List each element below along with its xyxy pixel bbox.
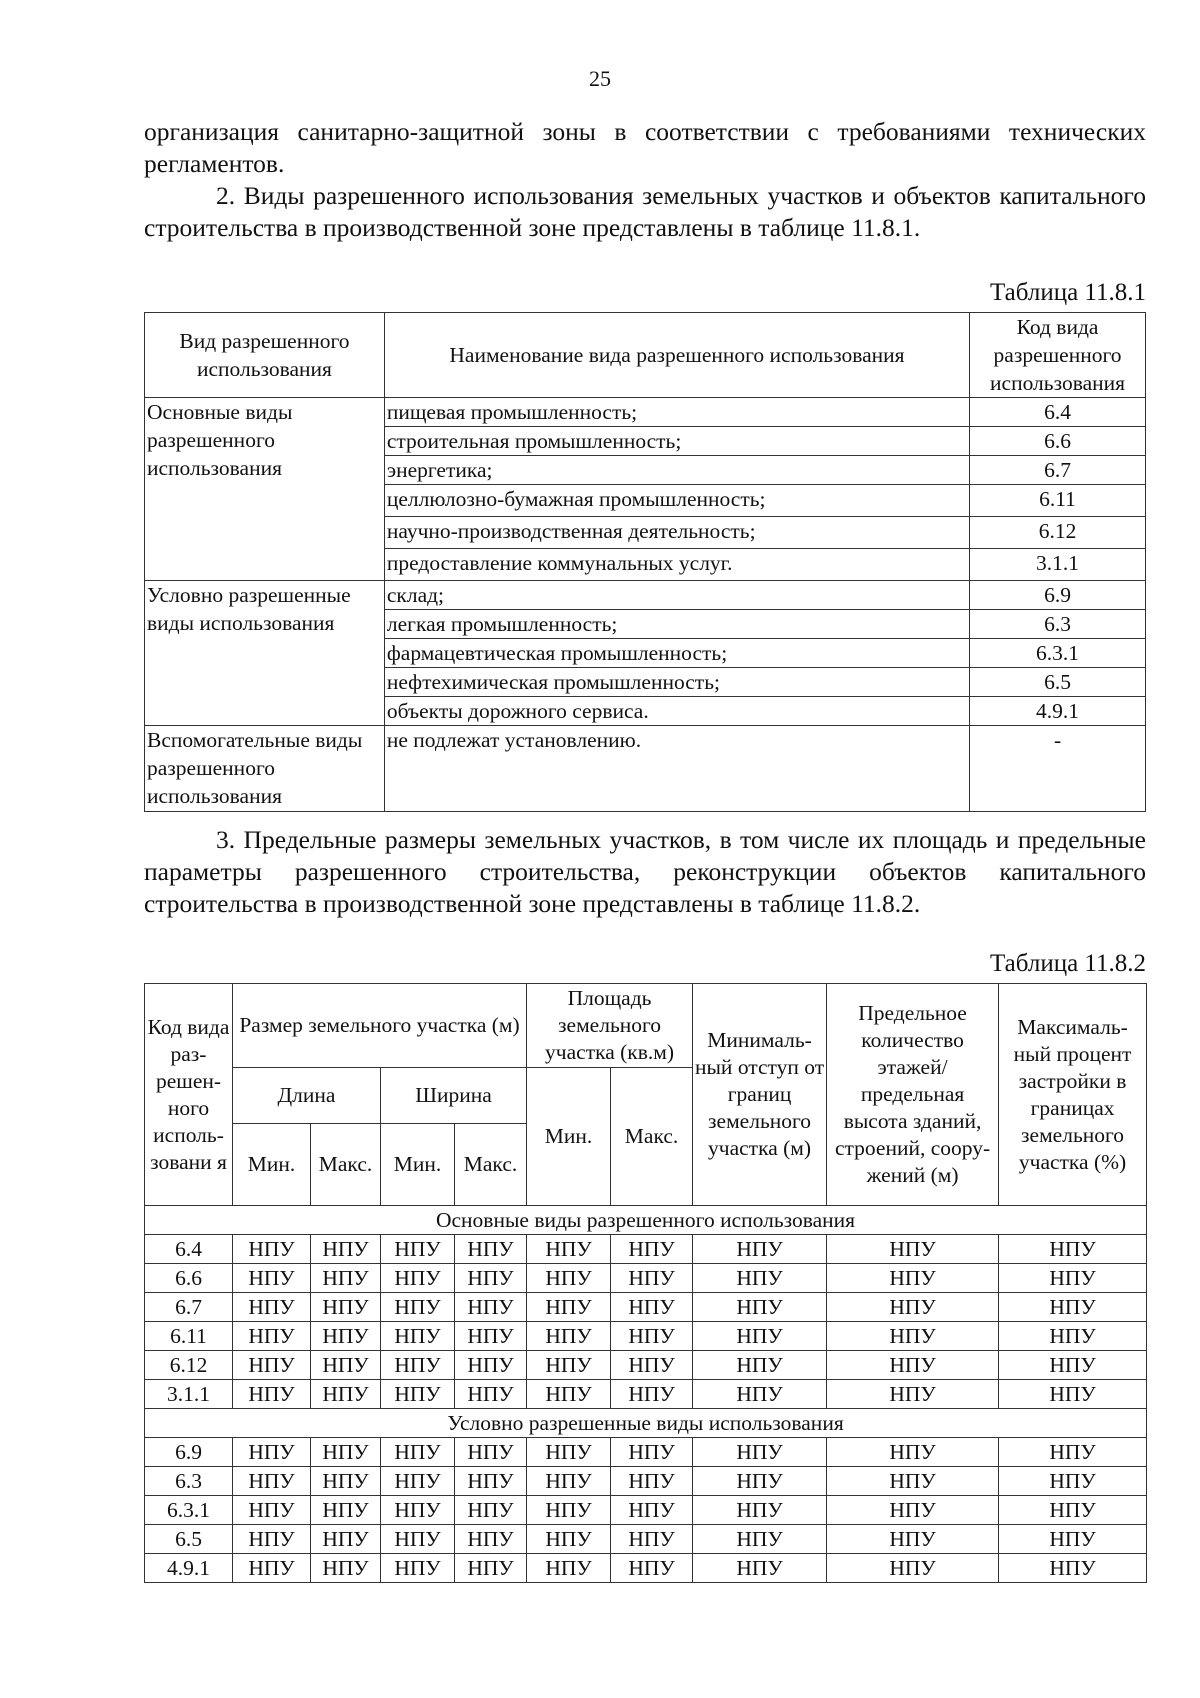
value-cell: НПУ — [999, 1554, 1147, 1583]
value-cell: НПУ — [527, 1496, 611, 1525]
table-row — [145, 1264, 1147, 1293]
page-number: 25 — [589, 66, 611, 91]
value-cell: НПУ — [233, 1293, 311, 1322]
value-cell: НПУ — [999, 1235, 1147, 1264]
value-cell: НПУ — [527, 1322, 611, 1351]
value-cell: НПУ — [527, 1525, 611, 1554]
land-plot-parameters-table — [144, 983, 1147, 1583]
row-code: 6.9 — [145, 1438, 233, 1467]
header-min-setback: Минималь-ный отступ от границ земельного участка (м) — [693, 984, 827, 1206]
table-row — [145, 726, 1146, 812]
value-cell: НПУ — [827, 1438, 999, 1467]
value-cell: НПУ — [527, 1235, 611, 1264]
value-cell: НПУ — [611, 1264, 693, 1293]
value-cell: НПУ — [381, 1235, 455, 1264]
header-width: Ширина — [381, 1068, 527, 1124]
use-code: 4.9.1 — [970, 697, 1146, 726]
value-cell: НПУ — [311, 1525, 381, 1554]
paragraph-2 — [144, 180, 1146, 244]
value-cell: НПУ — [693, 1554, 827, 1583]
value-cell: НПУ — [611, 1554, 693, 1583]
value-cell: НПУ — [527, 1293, 611, 1322]
value-cell: НПУ — [827, 1554, 999, 1583]
value-cell: НПУ — [527, 1554, 611, 1583]
value-cell: НПУ — [611, 1351, 693, 1380]
value-cell: НПУ — [693, 1438, 827, 1467]
table-row — [145, 1380, 1147, 1409]
use-name: фармацевтическая промышленность; — [384, 639, 969, 668]
value-cell: НПУ — [455, 1351, 527, 1380]
value-cell: НПУ — [455, 1554, 527, 1583]
use-code: 6.3 — [970, 610, 1146, 639]
value-cell: НПУ — [233, 1467, 311, 1496]
value-cell: НПУ — [233, 1351, 311, 1380]
value-cell: НПУ — [311, 1235, 381, 1264]
use-code: - — [970, 726, 1146, 812]
row-code: 6.11 — [145, 1322, 233, 1351]
value-cell: НПУ — [455, 1380, 527, 1409]
use-name: легкая промышленность; — [384, 610, 969, 639]
value-cell: НПУ — [999, 1496, 1147, 1525]
header-length: Длина — [233, 1068, 381, 1124]
header-plot-size: Размер земельного участка (м) — [233, 984, 527, 1068]
header-width-min: Мин. — [381, 1124, 455, 1206]
value-cell: НПУ — [611, 1525, 693, 1554]
value-cell: НПУ — [611, 1467, 693, 1496]
value-cell: НПУ — [999, 1467, 1147, 1496]
table-caption-11-8-2: Таблица 11.8.2 — [990, 950, 1146, 977]
section-row — [145, 1206, 1147, 1235]
value-cell: НПУ — [999, 1525, 1147, 1554]
land-use-types-table — [144, 312, 1146, 812]
value-cell: НПУ — [233, 1264, 311, 1293]
use-code: 6.12 — [970, 517, 1146, 549]
value-cell: НПУ — [527, 1380, 611, 1409]
use-name: строительная промышленность; — [384, 427, 969, 456]
value-cell: НПУ — [455, 1467, 527, 1496]
value-cell: НПУ — [827, 1467, 999, 1496]
value-cell: НПУ — [527, 1467, 611, 1496]
value-cell: НПУ — [827, 1351, 999, 1380]
value-cell: НПУ — [311, 1554, 381, 1583]
header-area-max: Макс. — [611, 1068, 693, 1206]
value-cell: НПУ — [827, 1264, 999, 1293]
table-row — [145, 1235, 1147, 1264]
value-cell: НПУ — [611, 1293, 693, 1322]
use-name: объекты дорожного сервиса. — [384, 697, 969, 726]
value-cell: НПУ — [311, 1264, 381, 1293]
header-width-max: Макс. — [455, 1124, 527, 1206]
use-code: 6.7 — [970, 456, 1146, 485]
row-code: 6.5 — [145, 1525, 233, 1554]
section-title: Основные виды разрешенного использования — [145, 1206, 1147, 1235]
use-code: 6.6 — [970, 427, 1146, 456]
value-cell: НПУ — [311, 1467, 381, 1496]
value-cell: НПУ — [381, 1438, 455, 1467]
value-cell: НПУ — [611, 1322, 693, 1351]
value-cell: НПУ — [693, 1496, 827, 1525]
value-cell: НПУ — [311, 1293, 381, 1322]
value-cell: НПУ — [311, 1322, 381, 1351]
table-row — [145, 398, 1146, 427]
use-name: научно-производственная деятельность; — [384, 517, 969, 549]
use-name: склад; — [384, 581, 969, 610]
section-row — [145, 1409, 1147, 1438]
value-cell: НПУ — [311, 1351, 381, 1380]
use-name: нефтехимическая промышленность; — [384, 668, 969, 697]
value-cell: НПУ — [693, 1235, 827, 1264]
value-cell: НПУ — [455, 1525, 527, 1554]
use-code: 6.9 — [970, 581, 1146, 610]
table-row — [145, 581, 1146, 610]
use-category: Основные виды разрешенного использования — [145, 398, 385, 581]
value-cell: НПУ — [999, 1351, 1147, 1380]
value-cell: НПУ — [827, 1380, 999, 1409]
header-use-type: Вид разрешенного использования — [145, 313, 385, 398]
value-cell: НПУ — [233, 1496, 311, 1525]
use-name: энергетика; — [384, 456, 969, 485]
value-cell: НПУ — [611, 1380, 693, 1409]
header-code: Код вида раз-решен-ного исполь-зовани я — [145, 984, 233, 1206]
value-cell: НПУ — [611, 1496, 693, 1525]
row-code: 3.1.1 — [145, 1380, 233, 1409]
use-code: 3.1.1 — [970, 549, 1146, 581]
row-code: 6.12 — [145, 1351, 233, 1380]
value-cell: НПУ — [693, 1322, 827, 1351]
row-code: 6.3.1 — [145, 1496, 233, 1525]
value-cell: НПУ — [455, 1264, 527, 1293]
section-title: Условно разрешенные виды использования — [145, 1409, 1147, 1438]
use-category: Вспомогательные виды разрешенного использования — [145, 726, 385, 812]
table-row — [145, 1438, 1147, 1467]
value-cell: НПУ — [233, 1525, 311, 1554]
value-cell: НПУ — [311, 1496, 381, 1525]
value-cell: НПУ — [455, 1322, 527, 1351]
header-use-code: Код вида разрешенного использования — [970, 313, 1146, 398]
row-code: 4.9.1 — [145, 1554, 233, 1583]
value-cell: НПУ — [381, 1467, 455, 1496]
value-cell: НПУ — [455, 1496, 527, 1525]
value-cell: НПУ — [381, 1380, 455, 1409]
row-code: 6.3 — [145, 1467, 233, 1496]
row-code: 6.7 — [145, 1293, 233, 1322]
use-name: целлюлозно-бумажная промышленность; — [384, 485, 969, 517]
value-cell: НПУ — [999, 1438, 1147, 1467]
value-cell: НПУ — [455, 1438, 527, 1467]
value-cell: НПУ — [827, 1235, 999, 1264]
value-cell: НПУ — [693, 1380, 827, 1409]
paragraph-2-text: 2. Виды разрешенного использования земельных участков и объектов капитального строительства в производственной зоне представлены в таблице 11.8.1. — [144, 181, 1146, 242]
header-use-name: Наименование вида разрешенного использования — [384, 313, 969, 398]
table-row — [145, 1525, 1147, 1554]
paragraph-3 — [144, 824, 1146, 920]
value-cell: НПУ — [233, 1554, 311, 1583]
table-row — [145, 1293, 1147, 1322]
header-max-floors-height: Предельное количество этажей/ предельная высота зданий, строений, соору-жений (м) — [827, 984, 999, 1206]
value-cell: НПУ — [233, 1380, 311, 1409]
use-code: 6.5 — [970, 668, 1146, 697]
value-cell: НПУ — [311, 1438, 381, 1467]
value-cell: НПУ — [693, 1264, 827, 1293]
use-name: не подлежат установлению. — [384, 726, 969, 812]
table-row — [145, 1554, 1147, 1583]
value-cell: НПУ — [381, 1525, 455, 1554]
value-cell: НПУ — [381, 1293, 455, 1322]
paragraph-1: организация санитарно-защитной зоны в соответствии с требованиями технических регламентов. — [144, 117, 1146, 178]
use-category: Условно разрешенные виды использования — [145, 581, 385, 726]
value-cell: НПУ — [527, 1264, 611, 1293]
value-cell: НПУ — [827, 1496, 999, 1525]
value-cell: НПУ — [693, 1351, 827, 1380]
value-cell: НПУ — [455, 1235, 527, 1264]
header-length-max: Макс. — [311, 1124, 381, 1206]
value-cell: НПУ — [693, 1293, 827, 1322]
value-cell: НПУ — [527, 1351, 611, 1380]
value-cell: НПУ — [381, 1496, 455, 1525]
header-plot-area: Площадь земельного участка (кв.м) — [527, 984, 693, 1068]
value-cell: НПУ — [455, 1293, 527, 1322]
value-cell: НПУ — [233, 1322, 311, 1351]
header-length-min: Мин. — [233, 1124, 311, 1206]
header-max-building-percent: Максималь-ный процент застройки в границах земельного участка (%) — [999, 984, 1147, 1206]
use-code: 6.3.1 — [970, 639, 1146, 668]
value-cell: НПУ — [527, 1438, 611, 1467]
table-row — [145, 1351, 1147, 1380]
value-cell: НПУ — [381, 1554, 455, 1583]
value-cell: НПУ — [381, 1351, 455, 1380]
value-cell: НПУ — [693, 1525, 827, 1554]
value-cell: НПУ — [827, 1293, 999, 1322]
value-cell: НПУ — [999, 1380, 1147, 1409]
table-row — [145, 1467, 1147, 1496]
value-cell: НПУ — [827, 1525, 999, 1554]
row-code: 6.6 — [145, 1264, 233, 1293]
value-cell: НПУ — [611, 1438, 693, 1467]
table-row — [145, 1496, 1147, 1525]
value-cell: НПУ — [311, 1380, 381, 1409]
value-cell: НПУ — [381, 1264, 455, 1293]
header-area-min: Мин. — [527, 1068, 611, 1206]
table-row — [145, 1322, 1147, 1351]
table-caption-11-8-1: Таблица 11.8.1 — [990, 279, 1146, 306]
value-cell: НПУ — [611, 1235, 693, 1264]
value-cell: НПУ — [999, 1293, 1147, 1322]
value-cell: НПУ — [233, 1235, 311, 1264]
use-name: пищевая промышленность; — [384, 398, 969, 427]
value-cell: НПУ — [827, 1322, 999, 1351]
paragraph-3-text: 3. Предельные размеры земельных участков, в том числе их площадь и предельные параметры разрешенного строительства, реконструкции объектов капитального строительства в производственной зоне представлены в таблице 11.8.2. — [144, 825, 1146, 918]
value-cell: НПУ — [999, 1264, 1147, 1293]
row-code: 6.4 — [145, 1235, 233, 1264]
value-cell: НПУ — [233, 1438, 311, 1467]
use-name: предоставление коммунальных услуг. — [384, 549, 969, 581]
use-code: 6.11 — [970, 485, 1146, 517]
value-cell: НПУ — [693, 1467, 827, 1496]
use-code: 6.4 — [970, 398, 1146, 427]
value-cell: НПУ — [381, 1322, 455, 1351]
value-cell: НПУ — [999, 1322, 1147, 1351]
